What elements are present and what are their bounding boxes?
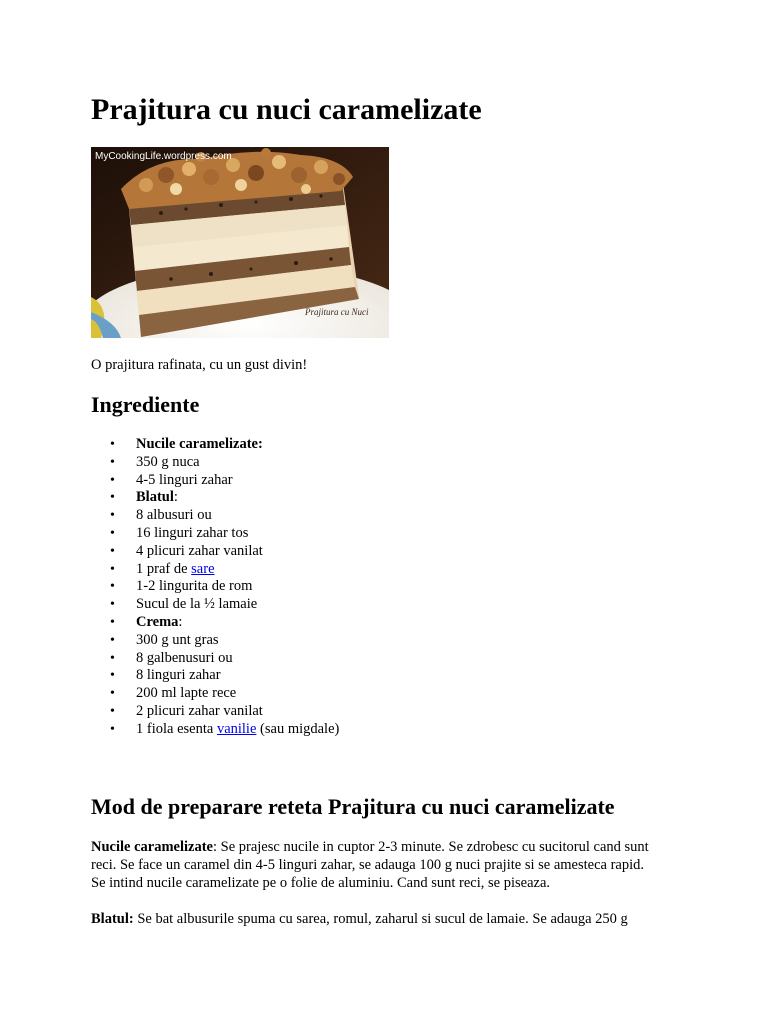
paragraph-line: Nucile caramelizate: Se prajesc nucile in cuptor 2-3 minute. Se zdrobesc cu sucitorul cand sunt xyxy=(91,839,649,855)
ingredient-text: 200 ml lapte rece xyxy=(136,685,237,702)
ingredient-item xyxy=(91,667,339,685)
ingredient-text: 300 g unt gras xyxy=(136,631,219,648)
ingredient-suffix: : xyxy=(173,489,178,506)
ingredient-text: 1 fiola esenta xyxy=(136,720,217,737)
ingredient-item xyxy=(91,507,339,525)
bullet-icon: • xyxy=(110,508,115,524)
bullet-icon: • xyxy=(110,703,115,719)
bullet-icon: • xyxy=(110,686,115,702)
bullet-icon: • xyxy=(110,437,115,452)
bullet-icon: • xyxy=(110,579,115,595)
ingredient-item xyxy=(91,454,339,472)
bullet-icon: • xyxy=(110,668,115,684)
bullet-icon: • xyxy=(110,597,115,613)
paragraph-nuci xyxy=(91,838,691,892)
ingredient-item xyxy=(91,578,339,596)
ingredient-item xyxy=(91,685,339,703)
ingredient-item xyxy=(91,561,339,579)
method-heading: Mod de preparare reteta Prajitura cu nuci caramelizate xyxy=(91,794,615,819)
ingredient-item xyxy=(91,614,339,632)
watermark-bottom: Prajitura cu Nuci xyxy=(305,307,369,317)
paragraph-label: Nucile caramelizate xyxy=(91,839,213,855)
bullet-icon: • xyxy=(110,721,115,737)
paragraph-line: Se intind nucile caramelizate pe o folie de aluminiu. Cand sunt reci, se piseaza. xyxy=(91,875,551,891)
ingredient-text: 8 galbenusuri ou xyxy=(136,649,233,666)
ingredient-item xyxy=(91,543,339,561)
page-title: Prajitura cu nuci caramelizate xyxy=(91,93,482,126)
ingredient-item xyxy=(91,632,339,650)
bullet-icon: • xyxy=(110,632,115,648)
ingredient-item xyxy=(91,703,339,721)
ingredient-link[interactable]: sare xyxy=(191,560,215,577)
ingredient-item xyxy=(91,525,339,543)
ingredient-text: Sucul de la ½ lamaie xyxy=(136,596,258,613)
bullet-icon: • xyxy=(110,614,115,630)
ingredient-text: 8 albusuri ou xyxy=(136,507,212,524)
ingredient-note: (sau migdale) xyxy=(256,720,340,737)
ingredient-text: 16 linguri zahar tos xyxy=(136,524,249,541)
ingredients-list xyxy=(91,436,339,739)
ingredient-text: 2 plicuri zahar vanilat xyxy=(136,702,263,719)
ingredient-text: Blatul xyxy=(136,489,174,506)
paragraph-blat: Blatul: Se bat albusurile spuma cu sarea, romul, zaharul si sucul de lamaie. Se adauga 250 g xyxy=(91,911,628,927)
ingredients-heading: Ingrediente xyxy=(91,392,200,417)
ingredient-text: 4 plicuri zahar vanilat xyxy=(136,542,263,559)
bullet-icon: • xyxy=(110,490,115,506)
bullet-icon: • xyxy=(110,472,115,488)
ingredient-text: Nucile caramelizate: xyxy=(136,436,263,452)
cake-photo xyxy=(91,147,389,338)
bullet-icon: • xyxy=(110,454,115,470)
ingredient-item xyxy=(91,489,339,507)
paragraph-line: reci. Se face un caramel din 4-5 linguri zahar, se adauga 100 g nuci prajite si se amesteca rapid. xyxy=(91,857,645,873)
ingredient-text: 4-5 linguri zahar xyxy=(136,471,233,488)
intro-text: O prajitura rafinata, cu un gust divin! xyxy=(91,357,308,373)
ingredient-item xyxy=(91,721,339,739)
ingredient-item xyxy=(91,436,339,454)
bullet-icon: • xyxy=(110,543,115,559)
ingredient-text: 1-2 lingurita de rom xyxy=(136,578,253,595)
ingredient-text: Crema xyxy=(136,613,179,630)
ingredient-text: 350 g nuca xyxy=(136,453,200,470)
ingredient-item xyxy=(91,472,339,490)
ingredient-text: 8 linguri zahar xyxy=(136,667,221,684)
paragraph-label: Blatul: xyxy=(91,911,134,927)
bullet-icon: • xyxy=(110,650,115,666)
watermark-top: MyCookingLife.wordpress.com xyxy=(95,151,232,162)
bullet-icon: • xyxy=(110,525,115,541)
ingredient-suffix: : xyxy=(178,613,183,630)
bullet-icon: • xyxy=(110,561,115,577)
ingredient-text: 1 praf de xyxy=(136,560,192,577)
ingredient-item xyxy=(91,596,339,614)
ingredient-item xyxy=(91,650,339,668)
ingredient-link[interactable]: vanilie xyxy=(216,720,257,737)
